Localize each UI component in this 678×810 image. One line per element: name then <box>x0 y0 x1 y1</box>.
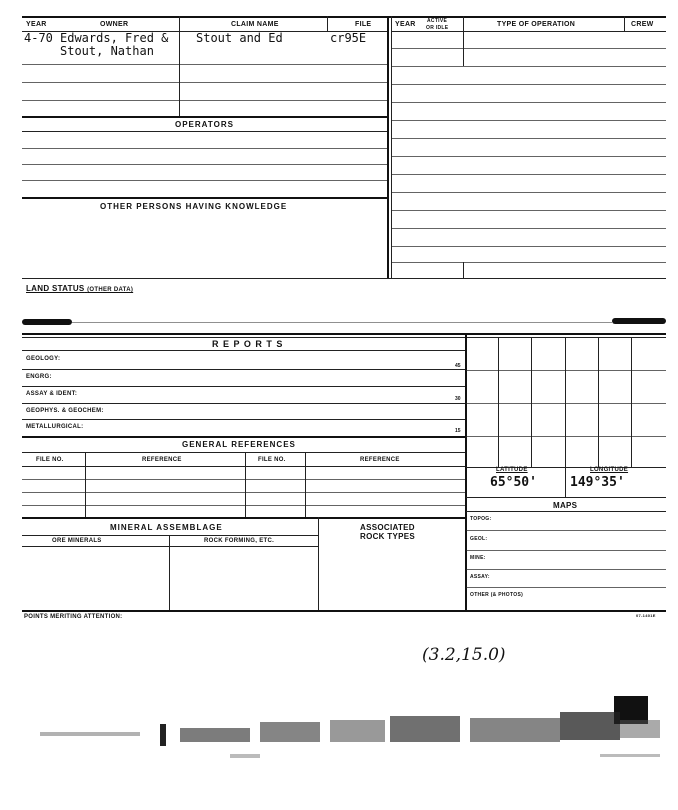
scan-noise-band <box>0 690 678 790</box>
report-geophys-label: GEOPHYS. & GEOCHEM: <box>26 408 104 414</box>
latitude-label: LATITUDE <box>496 467 528 473</box>
maps-heading: MAPS <box>553 501 578 510</box>
map-other-label: OTHER (& PHOTOS) <box>470 592 524 598</box>
ref-file-no-2-header: FILE NO. <box>258 457 286 463</box>
other-persons-heading: OTHER PERSONS HAVING KNOWLEDGE <box>100 202 288 211</box>
col-claim-name-header: CLAIM NAME <box>231 21 279 28</box>
report-metallurgical-num: 15 <box>455 428 461 434</box>
col-year-header: YEAR <box>26 21 47 28</box>
land-status-label: LAND STATUS (OTHER DATA) <box>26 284 134 293</box>
col-owner-header: OWNER <box>100 21 129 28</box>
col-type-header: TYPE OF OPERATION <box>497 21 576 28</box>
ref-file-no-1-header: FILE NO. <box>36 457 64 463</box>
form-number: 07-1401E <box>636 613 656 618</box>
col-active-header: ACTIVE <box>427 18 448 24</box>
entry-owner: Edwards, Fred & <box>60 31 169 45</box>
rock-forming-header: ROCK FORMING, ETC. <box>204 538 275 544</box>
entry-year: 4-70 <box>24 31 53 45</box>
ore-minerals-header: ORE MINERALS <box>52 538 102 544</box>
report-geology-num: 45 <box>455 363 461 369</box>
col-file-header: FILE <box>355 21 372 28</box>
map-geol-label: GEOL: <box>470 536 488 542</box>
col-crew-header: CREW <box>631 21 654 28</box>
ref-reference-2-header: REFERENCE <box>360 457 400 463</box>
reports-heading: R E P O R T S <box>212 339 284 349</box>
map-mine-label: MINE: <box>470 555 486 561</box>
mineral-assemblage-heading: MINERAL ASSEMBLAGE <box>110 523 223 532</box>
col-idle-header: OR IDLE <box>426 25 449 31</box>
longitude-value: 149°35' <box>570 475 625 490</box>
ref-reference-1-header: REFERENCE <box>142 457 182 463</box>
ink-smudge-right <box>612 318 666 324</box>
report-metallurgical-label: METALLURGICAL: <box>26 424 84 430</box>
map-assay-label: ASSAY: <box>470 574 490 580</box>
associated-rock-types-line1: ASSOCIATED <box>360 523 415 532</box>
associated-rock-types-line2: ROCK TYPES <box>360 532 416 541</box>
entry-claim-name: Stout and Ed <box>196 31 283 45</box>
entry-owner-2: Stout, Nathan <box>60 44 154 58</box>
points-meriting-label: POINTS MERITING ATTENTION: <box>24 614 123 620</box>
operators-heading: OPERATORS <box>175 120 234 129</box>
col-activity-year-header: YEAR <box>395 21 416 28</box>
ink-smudge-left <box>22 319 72 325</box>
longitude-label: LONGITUDE <box>590 467 629 473</box>
entry-file: cr95E <box>330 31 367 45</box>
report-assay-num: 30 <box>455 396 461 402</box>
report-geology-label: GEOLOGY: <box>26 356 61 362</box>
latitude-value: 65°50' <box>490 475 537 490</box>
report-engrg-label: ENGRG: <box>26 374 52 380</box>
general-references-heading: GENERAL REFERENCES <box>182 440 296 449</box>
handwritten-note: (3.2,15.0) <box>422 645 506 665</box>
report-assay-label: ASSAY & IDENT: <box>26 391 78 397</box>
map-topog-label: TOPOG: <box>470 516 492 522</box>
